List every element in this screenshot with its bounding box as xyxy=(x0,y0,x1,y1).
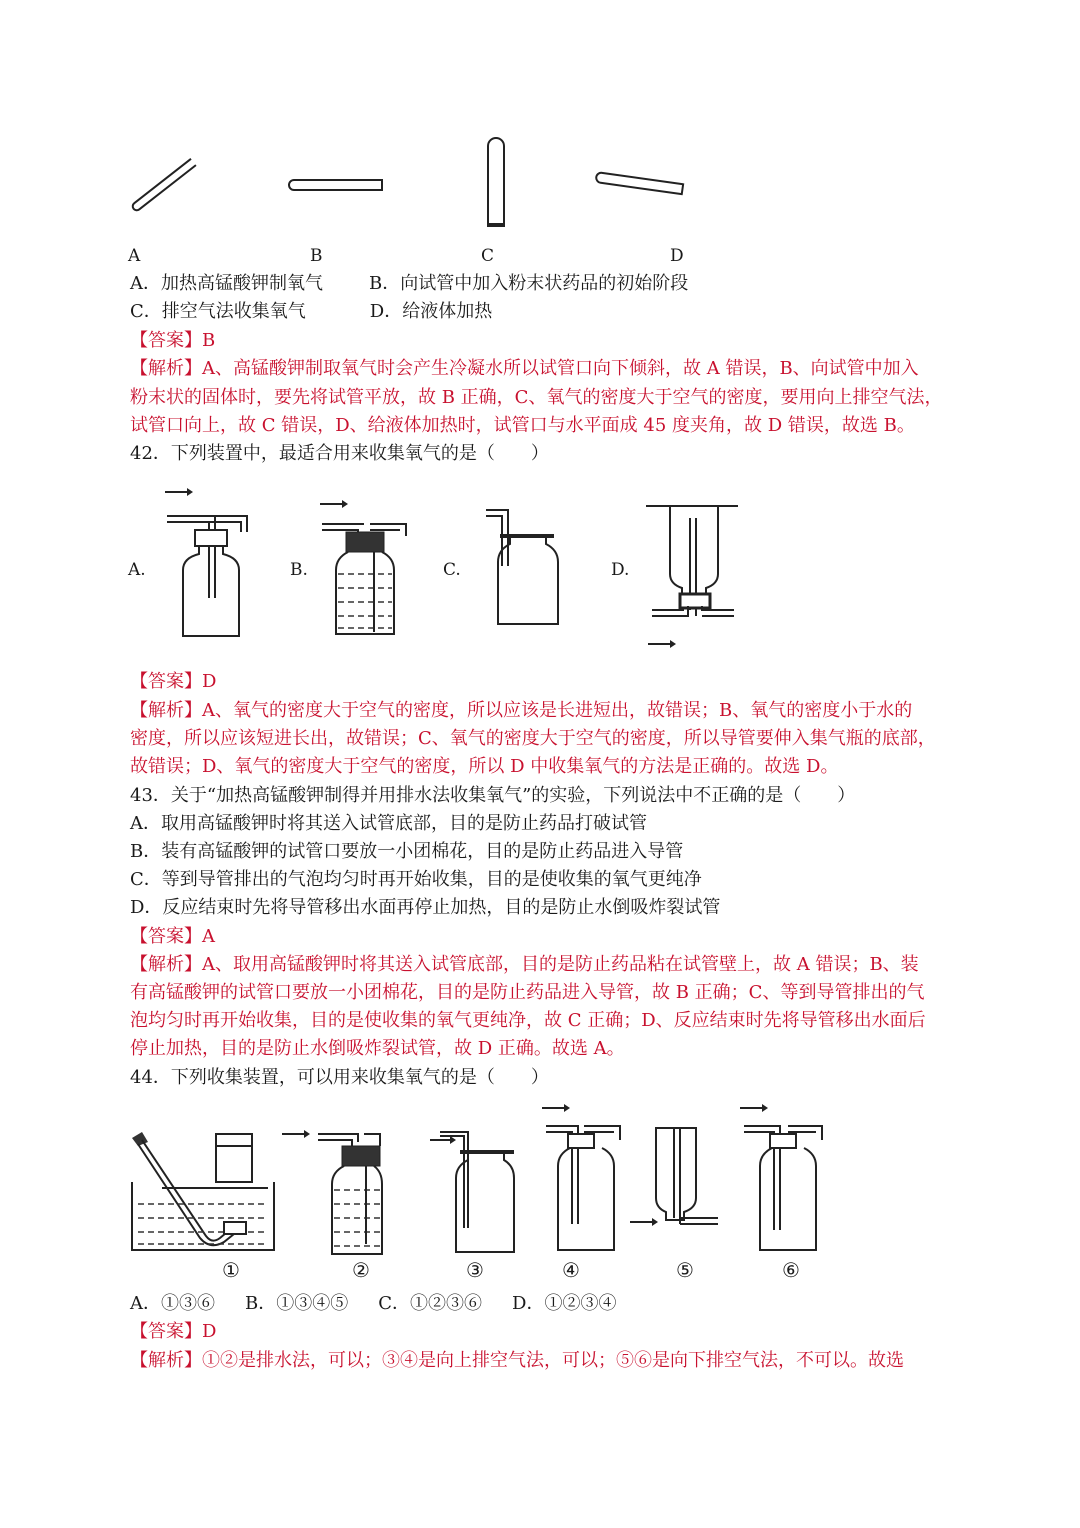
q42-answer xyxy=(130,670,216,694)
answer-tag: 【答案】 xyxy=(130,671,202,692)
q44-water-trough-figure xyxy=(128,1124,280,1254)
q44-stem: 44．下列收集装置，可以用来收集氧气的是（ ） xyxy=(130,1067,549,1088)
q44-fig-label-1: ① xyxy=(222,1258,240,1282)
q41-option-a: A．加热高锰酸钾制氧气 xyxy=(130,273,323,294)
q44-answer xyxy=(130,1320,216,1344)
analysis-text: ①②是排水法，可以；③④是向上排空气法，可以；⑤⑥是向下排空气法，不可以。故选 xyxy=(202,1350,904,1371)
q42-fig-label-d: D. xyxy=(611,560,630,580)
q43-answer xyxy=(130,925,215,949)
answer-tag: 【答案】 xyxy=(130,330,202,351)
answer-value: D xyxy=(202,1321,217,1342)
answer-tag: 【答案】 xyxy=(130,1321,202,1342)
q41-options-row1 xyxy=(130,272,688,296)
q41-option-c: C．排空气法收集氧气 xyxy=(130,301,306,322)
test-tube-b-figure xyxy=(288,176,388,196)
q43-option-a: A．取用高锰酸钾时将其送入试管底部，目的是防止药品打破试管 xyxy=(130,813,647,834)
answer-value: B xyxy=(202,330,216,351)
q42-bottle-b-figure xyxy=(316,492,416,638)
answer-value: A xyxy=(202,926,215,947)
q44-bottle-6-figure xyxy=(736,1104,832,1258)
q44-fig-label-3: ③ xyxy=(466,1258,484,1282)
figure-label-b: B xyxy=(310,246,323,266)
q44-option-c: C．①②③⑥ xyxy=(378,1293,483,1314)
test-tube-c-figure xyxy=(484,138,508,230)
figure-label-c: C xyxy=(481,246,495,266)
analysis-text: A、高锰酸钾制取氧气时会产生冷凝水所以试管口向下倾斜，故 A 错误，B、向试管中加入 xyxy=(202,358,919,379)
q44-fig-label-2: ② xyxy=(352,1258,370,1282)
q42-fig-label-a: A. xyxy=(128,560,146,580)
q44-fig-label-4: ④ xyxy=(562,1258,580,1282)
q42-stem: 42．下列装置中，最适合用来收集氧气的是（ ） xyxy=(130,443,549,464)
q43-option-d: D．反应结束时先将导管移出水面再停止加热，目的是防止水倒吸炸裂试管 xyxy=(130,897,721,918)
q41-answer xyxy=(130,329,215,353)
answer-tag: 【答案】 xyxy=(130,926,202,947)
q42-bottle-d-figure xyxy=(644,500,740,652)
test-tube-a-figure xyxy=(126,158,196,216)
q44-bottle-5-figure xyxy=(626,1124,722,1236)
q42-bottle-a-figure xyxy=(155,488,255,640)
q41-analysis-line-1 xyxy=(130,357,919,381)
q41-option-d: D．给液体加热 xyxy=(369,301,493,322)
q44-fig-label-6: ⑥ xyxy=(782,1258,800,1282)
q44-bottle-4-figure xyxy=(538,1104,628,1258)
q43-analysis-line-2: 有高锰酸钾的试管口要放一小团棉花，目的是防止药品进入导管，故 B 正确；C、等到导管排出的气 xyxy=(130,982,925,1003)
q44-analysis-line-1 xyxy=(130,1349,904,1373)
q42-fig-label-c: C. xyxy=(443,560,461,580)
q44-bottle-2-figure xyxy=(278,1124,390,1258)
q44-options xyxy=(130,1292,616,1316)
q43-analysis-line-3: 泡均匀时再开始收集，目的是使收集的氧气更纯净，故 C 正确；D、反应结束时先将导管移出水面后 xyxy=(130,1010,926,1031)
figure-label-a: A xyxy=(128,246,141,266)
q43-option-b: B．装有高锰酸钾的试管口要放一小团棉花，目的是防止药品进入导管 xyxy=(130,841,684,862)
analysis-text: A、取用高锰酸钾时将其送入试管底部，目的是防止药品粘在试管壁上，故 A 错误；B、装 xyxy=(202,954,919,975)
q44-fig-label-5: ⑤ xyxy=(676,1258,694,1282)
q42-analysis-line-3: 故错误；D、氧气的密度大于空气的密度，所以 D 中收集氧气的方法是正确的。故选 D。 xyxy=(130,756,839,777)
q44-option-a: A．①③⑥ xyxy=(130,1293,215,1314)
analysis-tag: 【解析】 xyxy=(130,700,202,721)
analysis-text: A、氧气的密度大于空气的密度，所以应该是长进短出，故错误；B、氧气的密度小于水的 xyxy=(202,700,913,721)
test-tube-d-figure xyxy=(592,166,692,200)
q43-stem: 43．关于“加热高锰酸钾制得并用排水法收集氧气”的实验，下列说法中不正确的是（ ） xyxy=(130,785,856,806)
q44-option-d: D．①②③④ xyxy=(512,1293,617,1314)
q44-option-b: B．①③④⑤ xyxy=(245,1293,349,1314)
q41-analysis-line-3: 试管口向上，故 C 错误，D、给液体加热时，试管口与水平面成 45 度夹角，故 D 错误，故选 B。 xyxy=(130,415,915,436)
q43-analysis-line-1 xyxy=(130,953,919,977)
analysis-tag: 【解析】 xyxy=(130,358,202,379)
q41-options-row2 xyxy=(130,300,492,324)
q43-analysis-line-4: 停止加热，目的是防止水倒吸炸裂试管，故 D 正确。故选 A。 xyxy=(130,1038,625,1059)
q42-analysis-line-1 xyxy=(130,699,912,723)
figure-label-d: D xyxy=(670,246,684,266)
q44-bottle-3-figure xyxy=(428,1124,518,1258)
q42-bottle-c-figure xyxy=(482,506,562,628)
q41-analysis-line-2: 粉末状的固体时，要先将试管平放，故 B 正确，C、氧气的密度大于空气的密度，要用向上排空气法， xyxy=(130,387,943,408)
q41-option-b: B．向试管中加入粉末状药品的初始阶段 xyxy=(369,273,689,294)
analysis-tag: 【解析】 xyxy=(130,1350,202,1371)
q42-fig-label-b: B. xyxy=(290,560,308,580)
q43-option-c: C．等到导管排出的气泡均匀时再开始收集，目的是使收集的氧气更纯净 xyxy=(130,869,702,890)
analysis-tag: 【解析】 xyxy=(130,954,202,975)
answer-value: D xyxy=(202,671,217,692)
q42-analysis-line-2: 密度，所以应该短进长出，故错误；C、氧气的密度大于空气的密度，所以导管要伸入集气瓶的底部， xyxy=(130,728,936,749)
